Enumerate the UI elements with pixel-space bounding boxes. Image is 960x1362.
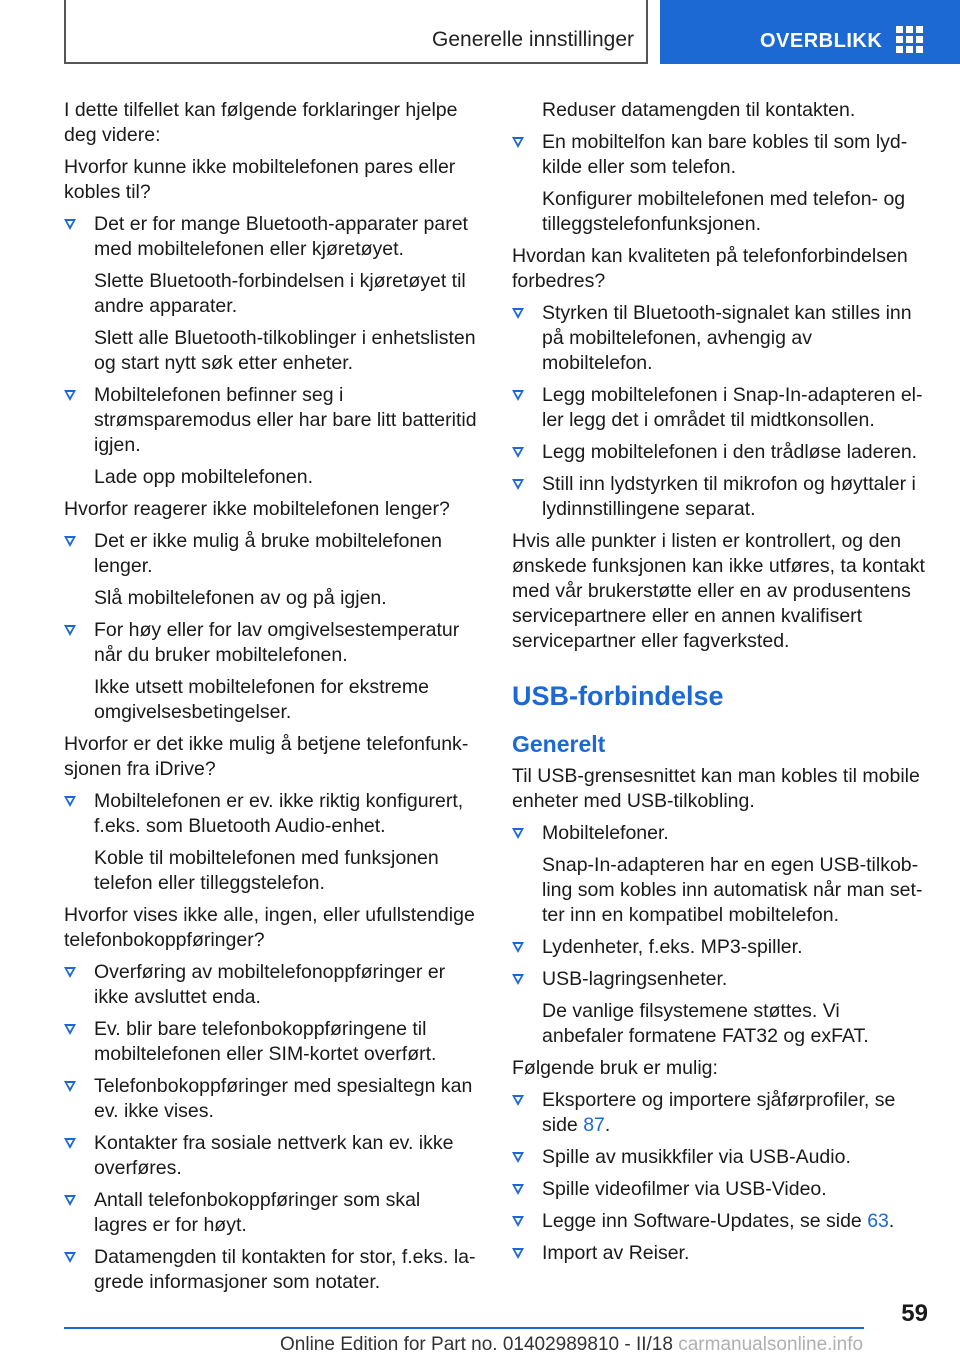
remedy-text: Reduser datamengden til kontakten. bbox=[542, 99, 856, 121]
list-item: Still inn lydstyrken til mikrofon og høyttaler i lydinnstillingene separat. bbox=[512, 472, 926, 522]
bullet-triangle-icon bbox=[512, 1248, 524, 1259]
list-item: Mobiltelefonen befinner seg i strømsparemodus eller har bare litt batteritid igjen. bbox=[64, 383, 478, 458]
list-item: Telefonbokoppføringer med spesialtegn kan ev. ikke vises. bbox=[64, 1074, 478, 1124]
list-item: Kontakter fra sosiale nettverk kan ev. ikke overføres. bbox=[64, 1131, 478, 1181]
remedy-text: Snap-In-adapteren har en egen USB-tilkobling som kobles inn automatisk når man setter inn en kompatibel mobiltelefon. bbox=[542, 854, 923, 926]
question: Hvorfor reagerer ikke mobiltelefonen lenger? bbox=[64, 498, 450, 520]
bullet-triangle-icon bbox=[512, 1095, 524, 1106]
bullet-triangle-icon bbox=[512, 479, 524, 490]
bullet-triangle-icon bbox=[512, 942, 524, 953]
uses-intro: Følgende bruk er mulig: bbox=[512, 1057, 718, 1079]
list-item: Lydenheter, f.eks. MP3-spiller. bbox=[512, 935, 926, 960]
bullet-triangle-icon bbox=[64, 625, 76, 636]
bullet-triangle-icon bbox=[512, 447, 524, 458]
bullet-triangle-icon bbox=[512, 137, 524, 148]
bullet-triangle-icon bbox=[64, 390, 76, 401]
section-heading: USB-forbindelse bbox=[512, 681, 724, 711]
list-item: Spille videofilmer via USB-Video. bbox=[512, 1177, 926, 1202]
remedy-text: Ikke utsett mobiltelefonen for ekstreme omgivelsesbetingelser. bbox=[94, 676, 429, 723]
remedy-text: Slett alle Bluetooth-tilkoblinger i enhetslisten og start nytt søk etter enheter. bbox=[94, 327, 476, 374]
bullet-triangle-icon bbox=[64, 1252, 76, 1263]
bullet-triangle-icon bbox=[64, 967, 76, 978]
overview-button[interactable] bbox=[660, 0, 960, 64]
list-item: Eksportere og importere sjåførprofiler, se side 87. bbox=[512, 1088, 926, 1138]
question: Hvorfor vises ikke alle, ingen, eller ufullstendige telefonbokoppføringer? bbox=[64, 904, 475, 951]
list-item: Antall telefonbokoppføringer som skal lagres er for høyt. bbox=[64, 1188, 478, 1238]
bullet-triangle-icon bbox=[64, 796, 76, 807]
remedy-text: Slå mobiltelefonen av og på igjen. bbox=[94, 587, 387, 609]
remedy-text: Koble til mobiltelefonen med funksjonen telefon eller tilleggstelefon. bbox=[94, 847, 439, 894]
list-item: Legge inn Software-Updates, se side 63. bbox=[512, 1209, 926, 1234]
bullet-triangle-icon bbox=[512, 390, 524, 401]
bullet-triangle-icon bbox=[512, 1184, 524, 1195]
bullet-triangle-icon bbox=[512, 308, 524, 319]
list-item: Datamengden til kontakten for stor, f.eks. lagrede informasjoner som notater. bbox=[64, 1245, 478, 1295]
grid-icon bbox=[896, 26, 924, 54]
intro-text: I dette tilfellet kan følgende forklaringer hjelpe deg videre: bbox=[64, 99, 458, 146]
remedy-text: Konfigurer mobiltelefonen med telefon- og tilleggstelefonfunksjonen. bbox=[542, 188, 906, 235]
bullet-triangle-icon bbox=[512, 828, 524, 839]
footer-divider bbox=[64, 1327, 864, 1329]
list-item: Det er for mange Bluetooth-apparater paret med mobiltelefonen eller kjøretøyet. bbox=[64, 212, 478, 262]
footer-edition bbox=[280, 1334, 863, 1356]
remedy-text: De vanlige filsystemene støttes. Vi anbefaler formatene FAT32 og exFAT. bbox=[542, 1000, 869, 1047]
list-item: Overføring av mobiltelefonoppføringer er ikke avsluttet enda. bbox=[64, 960, 478, 1010]
bullet-triangle-icon bbox=[512, 1152, 524, 1163]
edition-text: Online Edition for Part no. 01402989810 - II/18 bbox=[280, 1334, 673, 1355]
question: Hvorfor er det ikke mulig å betjene telefonfunksjonen fra iDrive? bbox=[64, 733, 469, 780]
overview-label: OVERBLIKK bbox=[760, 30, 883, 52]
bullet-triangle-icon bbox=[64, 536, 76, 547]
remedy-text: Slette Bluetooth-forbindelsen i kjøretøyet til andre apparater. bbox=[94, 270, 466, 317]
list-item: Styrken til Bluetooth-signalet kan stilles inn på mobiltelefonen, avhengig av mobiltelefon. bbox=[512, 301, 926, 376]
list-item: Legg mobiltelefonen i den trådløse laderen. bbox=[512, 440, 926, 465]
list-item: USB-lagringsenheter. bbox=[512, 967, 926, 992]
bullet-triangle-icon bbox=[64, 1024, 76, 1035]
watermark: carmanualsonline.info bbox=[678, 1334, 864, 1355]
list-item: Mobiltelefoner. bbox=[512, 821, 926, 846]
subsection-heading: Generelt bbox=[512, 731, 606, 757]
bullet-triangle-icon bbox=[64, 219, 76, 230]
question: Hvorfor kunne ikke mobiltelefonen pares eller kobles til? bbox=[64, 156, 456, 203]
question: Hvordan kan kvaliteten på telefonforbindelsen forbedres? bbox=[512, 245, 908, 292]
right-column bbox=[512, 98, 926, 1273]
list-item: For høy eller for lav omgivelsestemperatur når du bruker mobiltelefonen. bbox=[64, 618, 478, 668]
bullet-triangle-icon bbox=[512, 974, 524, 985]
bullet-triangle-icon bbox=[64, 1081, 76, 1092]
usb-intro: Til USB-grensesnittet kan man kobles til mobile enheter med USB-tilkobling. bbox=[512, 765, 920, 812]
left-column bbox=[64, 98, 478, 1302]
list-item: Import av Reiser. bbox=[512, 1241, 926, 1266]
list-item: Ev. blir bare telefonbokoppføringene til mobiltelefonen eller SIM-kortet overført. bbox=[64, 1017, 478, 1067]
header-section-box bbox=[64, 0, 648, 64]
section-title: Generelle innstillinger bbox=[432, 28, 634, 51]
page-number: 59 bbox=[901, 1300, 928, 1327]
remedy-text: Lade opp mobiltelefonen. bbox=[94, 466, 314, 488]
bullet-triangle-icon bbox=[64, 1195, 76, 1206]
page-link-63[interactable]: 63 bbox=[867, 1210, 889, 1232]
list-item: En mobiltelfon kan bare kobles til som lydkilde eller som telefon. bbox=[512, 130, 926, 180]
list-item: Mobiltelefonen er ev. ikke riktig konfigurert, f.eks. som Bluetooth Audio-enhet. bbox=[64, 789, 478, 839]
bullet-triangle-icon bbox=[64, 1138, 76, 1149]
list-item: Det er ikke mulig å bruke mobiltelefonen lenger. bbox=[64, 529, 478, 579]
list-item: Legg mobiltelefonen i Snap-In-adapteren eller legg det i området til midtkonsollen. bbox=[512, 383, 926, 433]
page-link-87[interactable]: 87 bbox=[583, 1114, 605, 1136]
bullet-triangle-icon bbox=[512, 1216, 524, 1227]
list-item: Spille av musikkfiler via USB-Audio. bbox=[512, 1145, 926, 1170]
closing-text: Hvis alle punkter i listen er kontrollert, og den ønskede funksjonen kan ikke utføres, ta kontakt med vår brukerstøtte eller en av produsentens servicepartnere eller en annen kvalifisert servicepartner eller fagverksted. bbox=[512, 530, 925, 652]
